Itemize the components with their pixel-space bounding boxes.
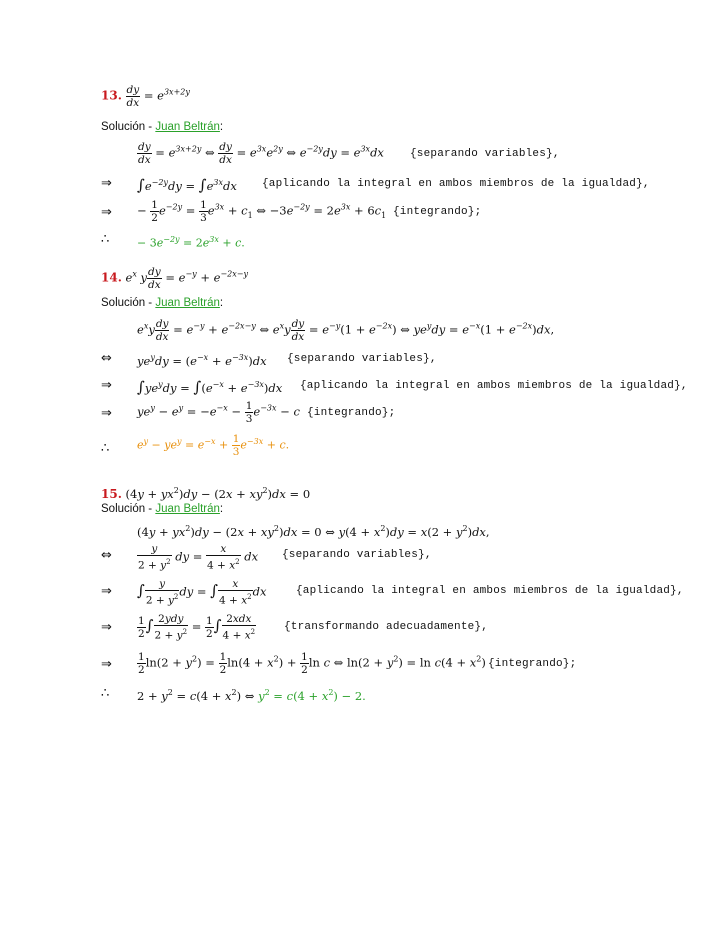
- problem-14-step4: $ye^y - e^y = -e^{-x}$ − $\frac{1}{3}$ $e^{-3x} - c$: [137, 400, 300, 425]
- implies-symbol: ⇒: [101, 584, 112, 599]
- problem-15-statement: 15. $(4y + yx^2)dy - (2x + xy^2)dx = 0$: [101, 486, 311, 501]
- solution-label: Solución - Juan Beltrán:: [101, 503, 224, 515]
- implies-symbol: ⇒: [101, 620, 112, 635]
- problem-13-step1: $\frac{dy}{dx}$ = $e^{3x+2y}$ ⇔ $\frac{dy}{dx}$ = $e^{3x}e^{2y}$ ⇔ $e^{-2y}dy = e^{3x}dx$: [138, 141, 384, 166]
- step-note: {transformando adecuadamente},: [284, 621, 489, 633]
- step-note: {separando variables},: [410, 148, 560, 160]
- iff-symbol: ⇔: [101, 351, 112, 366]
- step-note: {integrando};: [393, 206, 482, 218]
- step-note: {aplicando la integral en ambos miembros de la igualdad},: [300, 380, 688, 392]
- iff-symbol: ⇔: [101, 548, 112, 563]
- step-note: {integrando};: [488, 658, 577, 670]
- implies-symbol: ⇒: [101, 176, 112, 191]
- implies-symbol: ⇒: [101, 378, 112, 393]
- problem-13-step3: − $\frac{1}{2}$ $e^{-2y}$ = $\frac{1}{3}$ $e^{3x} + c_1$ ⇔ $-3e^{-2y} = 2e^{3x} + 6c_1$: [137, 199, 387, 224]
- problem-13-result: − $3e^{-2y} = 2e^{3x} + c$.: [137, 235, 245, 250]
- problem-15-result: $2 + y^2 = c(4 + x^2)$ ⇔ $y^2 = c(4 + x^2) - 2$.: [137, 688, 366, 703]
- problem-15-step5: $\frac{1}{2}$ $\ln(2 + y^2)$ = $\frac{1}{2}$ $\ln(4 + x^2)$ + $\frac{1}{2}$ ln c ⇔ $\ln(2 + y^2) = \ln c(4 + x^2)$: [138, 651, 486, 676]
- step-note: {separando variables},: [287, 353, 437, 365]
- author-link[interactable]: Juan Beltrán: [155, 121, 220, 133]
- step-note: {separando variables},: [282, 549, 432, 561]
- author-link[interactable]: Juan Beltrán: [155, 297, 220, 309]
- problem-14-step1: $e^xy$ $\frac{dy}{dx}$ = $e^{-y} + e^{-2x-y}$ ⇔ $e^xy$ $\frac{dy}{dx}$ = $e^{-y}(1 + e^{-2x})$ ⇔ $ye^ydy = e^{-x}(1 + e^{-2x})dx$,: [137, 318, 555, 343]
- problem-15-step2: $\frac{y}{2 + y^2}$ dy = $\frac{x}{4 + x^2}$ dx: [138, 543, 259, 572]
- implies-symbol: ⇒: [101, 657, 112, 672]
- problem-13-step2: $\int e^{-2y}dy = \int e^{3x}dx$: [137, 175, 237, 194]
- problem-13-statement: 13. $\frac{dy}{dx}$ = $e^{3x+2y}$: [101, 84, 190, 109]
- problem-15-step1: $(4y + yx^2)dy - (2x + xy^2)dx = 0$ ⇔ $y(4 + x^2)dy = x(2 + y^2)dx$,: [137, 524, 490, 539]
- problem-14-step3: $\int ye^ydy = \int(e^{-x} + e^{-3x})dx$: [137, 377, 283, 396]
- problem-14-statement: 14. $e^x$ y $\frac{dy}{dx}$ = $e^{-y} + e^{-2x-y}$: [101, 266, 248, 291]
- problem-15-step4: $\frac{1}{2}$ ∫ $\frac{\text{2ydy}}{2 + y^2}$ = $\frac{1}{2}$ ∫ $\frac{\text{2xdx}}{4 + x^2}$: [138, 613, 256, 642]
- implies-symbol: ⇒: [101, 406, 112, 421]
- solution-label: Solución - Juan Beltrán:: [101, 297, 224, 309]
- therefore-symbol: ∴: [101, 441, 110, 456]
- step-note: {integrando};: [307, 407, 396, 419]
- step-note: {aplicando la integral en ambos miembros de la igualdad},: [296, 585, 684, 597]
- problem-number: 13.: [101, 88, 122, 103]
- problem-14-result: $e^y - ye^y = e^{-x}$ + $\frac{1}{3}$ $e^{-3x} + c$.: [137, 433, 290, 458]
- therefore-symbol: ∴: [101, 686, 110, 701]
- solution-label: Solución - Juan Beltrán:: [101, 121, 224, 133]
- problem-15-step3: ∫ $\frac{y}{2 + y^2}$ dy = ∫ $\frac{x}{4 + x^2}$ dx: [137, 578, 267, 607]
- step-note: {aplicando la integral en ambos miembros de la igualdad},: [262, 178, 650, 190]
- implies-symbol: ⇒: [101, 205, 112, 220]
- author-link[interactable]: Juan Beltrán: [155, 503, 220, 515]
- problem-number: 14.: [101, 270, 122, 285]
- problem-14-step2: $ye^ydy = (e^{-x} + e^{-3x})dx$: [137, 353, 267, 368]
- problem-number: 15.: [101, 486, 122, 501]
- therefore-symbol: ∴: [101, 232, 110, 247]
